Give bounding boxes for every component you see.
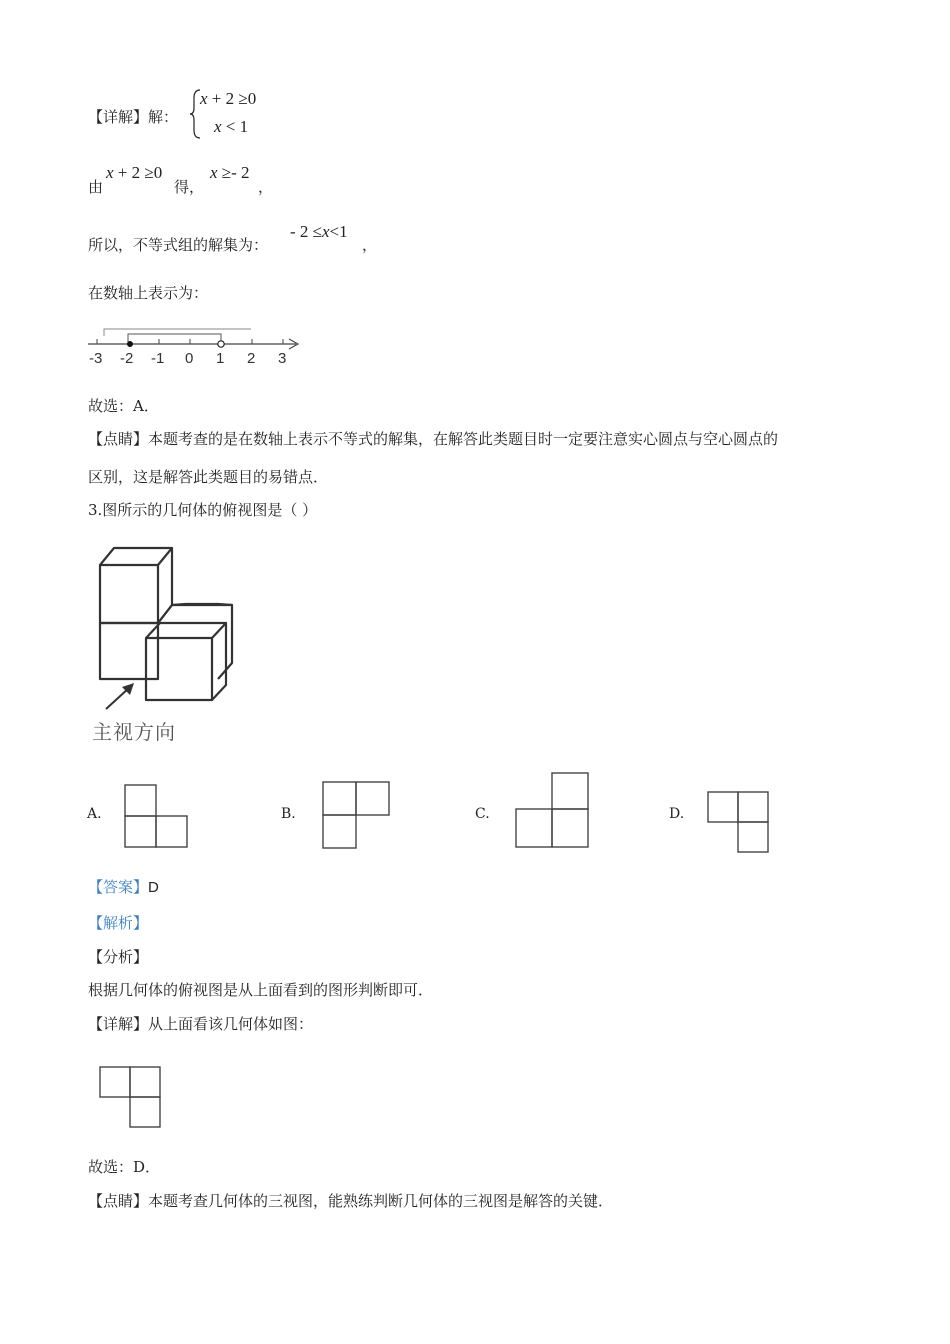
note-label: 【点睛】 <box>88 430 149 448</box>
note2-line <box>88 1190 613 1211</box>
option-a-figure <box>124 784 188 850</box>
solution-expr: - 2 ≤x<1 <box>290 222 348 241</box>
fenxi-text: 根据几何体的俯视图是从上面看到的图形判断即可． <box>88 981 434 999</box>
solution-text: 所以，不等式组的解集为： <box>88 236 269 254</box>
tick-label: 0 <box>185 350 194 367</box>
note-text: 本题考查几何体的三视图，能熟练判断几何体的三视图是解答的关键． <box>148 1192 614 1210</box>
option-c-label: C. <box>475 806 490 822</box>
solid-figure <box>90 545 240 745</box>
answer-value: D <box>148 879 159 896</box>
option-b-label: B. <box>281 806 296 822</box>
analysis-label: 【解析】 <box>88 914 149 932</box>
solution-tail: ， <box>362 236 378 254</box>
choose-a: 故选：A． <box>88 397 159 415</box>
detail-label: 【详解】 <box>88 108 149 126</box>
axis-text: 在数轴上表示为： <box>88 284 209 302</box>
choose-d: 故选：D． <box>88 1158 161 1176</box>
by-result: x ≥- 2 <box>210 163 250 182</box>
answer-line <box>88 876 159 897</box>
system-line-1: x + 2 ≥0 <box>200 89 257 108</box>
system-line-2: x < 1 <box>214 117 249 136</box>
tick-label: -2 <box>120 350 134 367</box>
option-b-figure <box>322 781 392 851</box>
solid-point <box>127 341 133 347</box>
open-point <box>218 341 224 347</box>
tick-label: 3 <box>278 350 287 367</box>
question-3: 3.图所示的几何体的俯视图是（ ） <box>88 501 318 519</box>
tick-label: -1 <box>151 350 165 367</box>
tick-label: -3 <box>89 350 103 367</box>
note-text: 本题考查的是在数轴上表示不等式的解集，在解答此类题目时一定要注意实心圆点与空心圆点的 <box>148 430 779 448</box>
fenxi-label: 【分析】 <box>88 948 149 966</box>
note1-line2: 区别，这是解答此类题目的易错点． <box>88 468 329 486</box>
note1-line1 <box>88 428 778 449</box>
top-view-figure <box>99 1066 163 1130</box>
option-d-label: D. <box>669 806 685 822</box>
by-expr: x + 2 ≥0 <box>106 163 163 182</box>
tick-label: 2 <box>247 350 256 367</box>
figure-caption: 主视方向 <box>92 720 176 744</box>
detail-text: 从上面看该几何体如图： <box>148 1015 314 1033</box>
option-a-label: A. <box>87 806 102 822</box>
number-line <box>86 322 306 368</box>
answer-label: 【答案】 <box>88 878 149 896</box>
detail2-line <box>88 1013 313 1034</box>
by-prefix: 由 <box>88 178 104 196</box>
detail-text: 解： <box>148 108 179 126</box>
option-d-figure <box>707 791 771 855</box>
option-c-figure <box>515 772 591 850</box>
by-tail: ， <box>258 178 274 196</box>
note-label: 【点睛】 <box>88 1192 149 1210</box>
detail-line <box>88 106 178 127</box>
detail-label: 【详解】 <box>88 1015 149 1033</box>
tick-label: 1 <box>216 350 225 367</box>
by-mid: 得， <box>174 178 205 196</box>
